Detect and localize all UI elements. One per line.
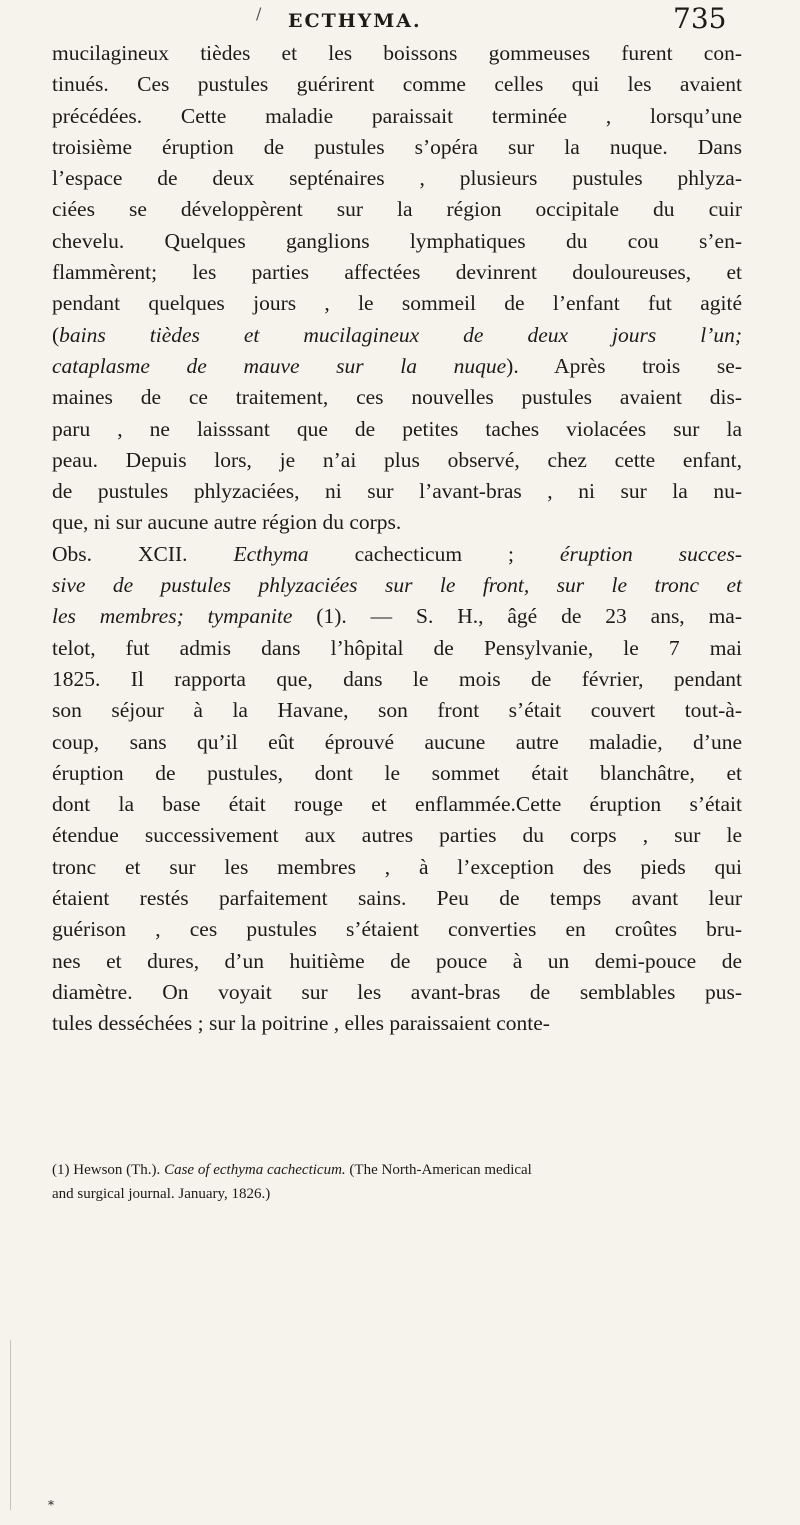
- text-line: que, ni sur aucune autre région du corps.: [52, 510, 402, 535]
- footnote-line-1: [52, 1158, 742, 1182]
- text-line: paru , ne laisssant que de petites taches violacées sur la: [52, 416, 742, 441]
- text-run: (: [52, 322, 60, 347]
- text-line: [52, 601, 742, 632]
- text-line: l’espace de deux septénaires , plusieurs pustules phlyza-: [52, 166, 742, 191]
- text-line: son séjour à la Havane, son front s’était couvert tout-à-: [52, 698, 742, 723]
- text-line: maines de ce traitement, ces nouvelles pustules avaient dis-: [52, 385, 742, 410]
- italic-run: les membres; tympanite: [52, 604, 293, 629]
- top-pencil-mark: /: [256, 4, 262, 23]
- footnote-line-2: and surgical journal. January, 1826.): [52, 1186, 271, 1202]
- text-line: [52, 570, 742, 601]
- text-line: chevelu. Quelques ganglions lymphatiques du cou s’en-: [52, 228, 742, 253]
- text-line: tronc et sur les membres , à l’exception des pieds qui: [52, 854, 742, 879]
- text-line: flammèrent; les parties affectées devinrent douloureuses, et: [52, 260, 742, 285]
- page-number: 735: [673, 2, 727, 35]
- italic-run: bains tièdes et mucilagineux de deux jours l’un;: [59, 322, 742, 347]
- italic-run: cataplasme de mauve sur la nuque: [52, 353, 507, 378]
- text-line: 1825. Il rapporta que, dans le mois de février, pendant: [52, 666, 742, 691]
- text-line: précédées. Cette maladie paraissait terminée , lorsqu’une: [52, 103, 742, 128]
- text-run: (1). — S. H., âgé de 23 ans, ma-: [292, 604, 742, 629]
- text-line: tules desséchées ; sur la poitrine , elles paraissaient conte-: [52, 1011, 550, 1036]
- italic-run: éruption succes-: [559, 541, 742, 566]
- text-line: étendue successivement aux autres parties du corps , sur le: [52, 823, 742, 848]
- text-run: Obs. XCII.: [52, 541, 234, 566]
- text-line: mucilagineux tièdes et les boissons gommeuses furent con-: [52, 41, 742, 65]
- text-line: ciées se développèrent sur la région occipitale du cuir: [52, 197, 742, 222]
- text-line: nes et dures, d’un huitième de pouce à un demi-pouce de: [52, 948, 742, 973]
- text-run: cachecticum ;: [308, 541, 560, 566]
- text-run: ). Après trois se-: [506, 353, 742, 378]
- text-line: de pustules phlyzaciées, ni sur l’avant-bras , ni sur la nu-: [52, 479, 742, 504]
- text-line: [52, 539, 742, 570]
- italic-run: sive de pustules phlyzaciées sur le front, sur le tronc et: [52, 573, 742, 598]
- bottom-mark: *: [48, 1498, 54, 1512]
- body-text: [52, 38, 742, 1040]
- text-line: tinués. Ces pustules guérirent comme celles qui les avaient: [52, 72, 742, 97]
- text-line: étaient restés parfaitement sains. Peu de temps avant leur: [52, 886, 742, 911]
- text-line: guérison , ces pustules s’étaient converties en croûtes bru-: [52, 917, 742, 942]
- text-line: diamètre. On voyait sur les avant-bras de semblables pus-: [52, 979, 742, 1004]
- text-line: éruption de pustules, dont le sommet était blanchâtre, et: [52, 760, 742, 785]
- text-line: coup, sans qu’il eût éprouvé aucune autre maladie, d’une: [52, 729, 742, 754]
- italic-run: Ecthyma: [233, 541, 309, 566]
- footnote-title: Case of ecthyma cachecticum.: [164, 1162, 346, 1178]
- text-line: telot, fut admis dans l’hôpital de Pensylvanie, le 7 mai: [52, 635, 742, 660]
- running-title: ECTHYMA.: [288, 10, 422, 32]
- text-line: pendant quelques jours , le sommeil de l’enfant fut agité: [52, 291, 742, 316]
- footnote-source: (The North-American medical: [345, 1162, 532, 1178]
- footnote: [52, 1158, 742, 1206]
- footnote-author: (1) Hewson (Th.).: [52, 1162, 165, 1178]
- text-line: [52, 320, 742, 351]
- text-line: peau. Depuis lors, je n’ai plus observé, chez cette enfant,: [52, 447, 742, 472]
- text-line: [52, 351, 742, 382]
- margin-rule: [10, 1340, 11, 1510]
- text-line: dont la base était rouge et enflammée.Cette éruption s’était: [52, 792, 742, 817]
- text-line: troisième éruption de pustules s’opéra sur la nuque. Dans: [52, 134, 742, 159]
